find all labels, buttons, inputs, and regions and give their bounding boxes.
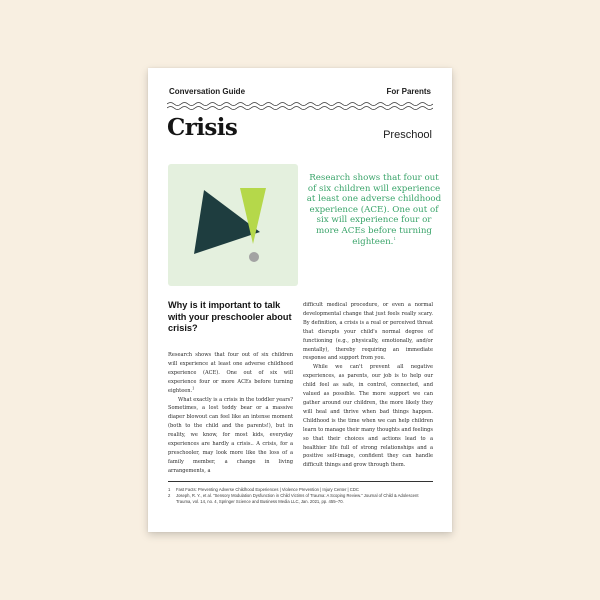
statistic-callout (305, 173, 443, 247)
guide-type-label: Conversation Guide (169, 87, 246, 96)
footnote-number: 1 (168, 487, 171, 492)
wavy-line-top (167, 103, 433, 106)
body-paragraph: difficult medical procedure, or even a normal developmental change that just feels really scary. By definition, a crisis is a real or perceived threat that disrupts your child's normal degree of functioning (e.g., physically, emotionally, and/or mentally), thereby requiring an immediate response and support from you. (303, 302, 433, 362)
wavy-divider (167, 101, 433, 111)
body-paragraph-text: Research shows that four out of six children will experience at least one adverse childhood experience (ACE). One out of six will experience four or more ACEs before turning eighteen. (168, 352, 293, 394)
callout-footnote-ref: 1 (393, 236, 396, 241)
guide-page (148, 68, 452, 532)
body-paragraph (168, 351, 293, 396)
section-heading: Why is it important to talk with your preschooler about crisis? (168, 300, 292, 333)
exclamation-dot (249, 252, 259, 262)
footnote-text: Joseph, R. Y., et al. "Sensory Modulation Dysfunction in Child Victims of Trauma: A Scoping Review." Journal of Child & Adolescent Trauma, vol. 14, no. 4, Springer Science and Business Media LLC, Jan. 2021, pp. 455–70. (176, 493, 419, 504)
footnote-item (168, 493, 433, 505)
crisis-illustration (168, 164, 298, 286)
footnote-number: 2 (168, 493, 171, 498)
illustration-panel (168, 164, 298, 286)
footnote-text: Fast Facts: Preventing Adverse Childhood Experiences | Violence Prevention | Injury Center | CDC (176, 487, 359, 492)
statistic-callout-text: Research shows that four out of six children will experience at least one adverse childhood experience (ACE). One out of six will experience four or more ACEs before turning eighteen. (306, 173, 442, 247)
body-footnote-ref: 1 (192, 385, 195, 390)
page-title: Crisis (167, 114, 238, 141)
body-paragraph: What exactly is a crisis in the toddler years? Sometimes, a lost teddy bear or a massive diaper blowout can feel like an intense moment (both to the child and the parents!), but in reality, we know, for most kids, everyday experiences are hardly a crisis.. A crisis, for a preschooler, may look more like the loss of a family member, a change in living arrangements, a (168, 396, 293, 474)
body-column-left (168, 351, 293, 476)
age-group-label: Preschool (383, 129, 432, 141)
footnote-divider (168, 481, 433, 482)
wavy-line-bottom (167, 107, 433, 110)
body-paragraph: While we can't prevent all negative experiences, as parents, our job is to help our child feel as safe, in control, connected, and valued as possible. The more support we can gather around our children, the more likely they will heal and thrive when bad things happen. Childhood is the time when we can help children learn to manage their many thoughts and feelings so that their choices and actions lead to a healthier life full of strong relationships and a positive self-image, confident they can handle difficult things and grow through them. (303, 364, 433, 469)
body-column-right (303, 301, 433, 470)
audience-label: For Parents (386, 87, 431, 96)
